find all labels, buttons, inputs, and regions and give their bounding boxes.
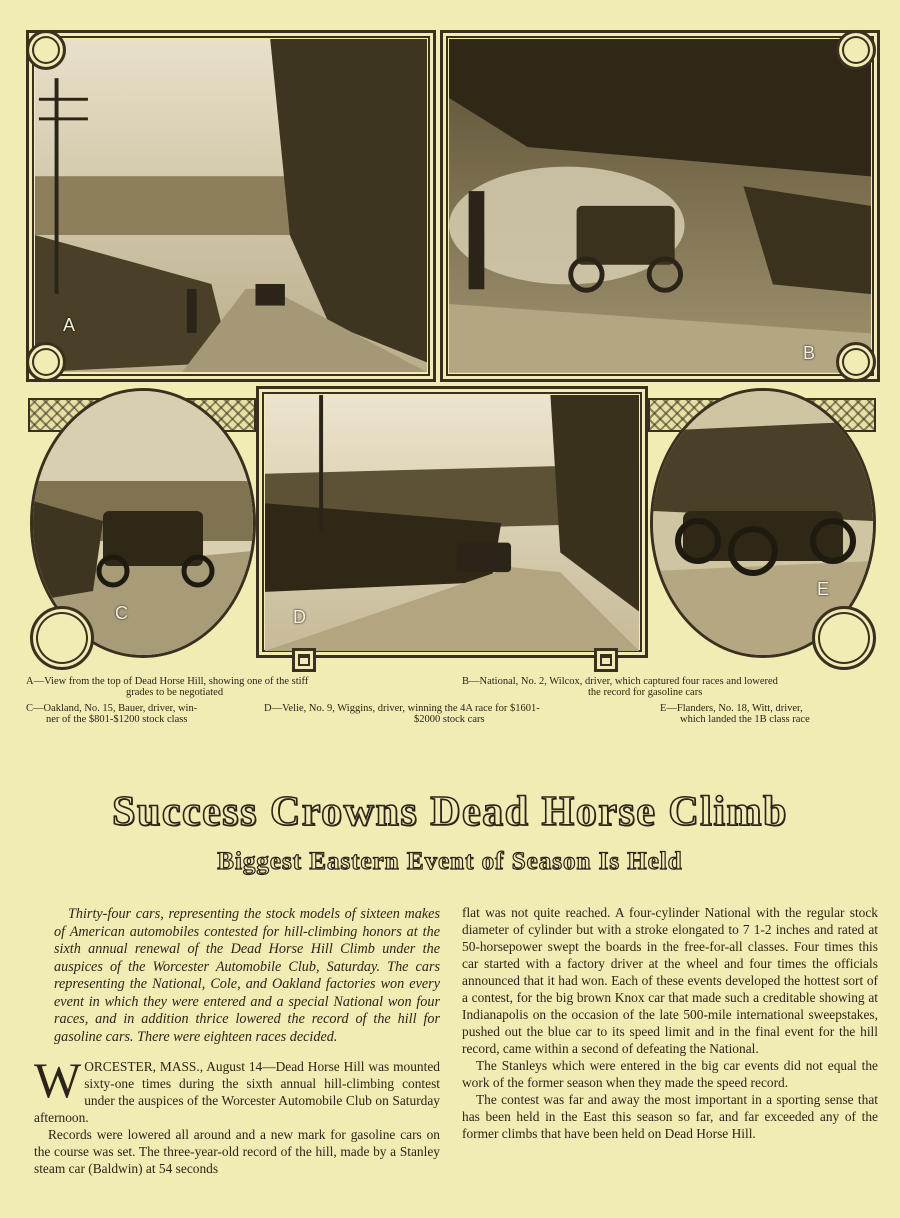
- photo-c-label: C: [115, 603, 128, 623]
- caption-e-line1: E—Flanders, No. 18, Witt, driver,: [660, 703, 803, 714]
- caption-a-line2: grades to be negotiated: [126, 687, 224, 698]
- intro-text: Thirty-four cars, representing the stock models of sixteen makes of American automobiles contested for hill-climbing honors at the sixth annual renewal of the Dead Horse Hill Climb under the auspices of the Worcester Automobile Club, Saturday. The cars representing the National, Cole, and Oakland factories won every event in which they were entered and a special National won four races, and in addition thrice lowered the record of the hill for gasoline cars. There were eighteen races decided.: [54, 906, 440, 1045]
- photo-a: [26, 30, 436, 382]
- caption-c: [26, 703, 266, 725]
- caption-d: [264, 703, 634, 725]
- intro-paragraph: [34, 906, 440, 1046]
- caption-e-line2: which landed the 1B class race: [680, 714, 810, 725]
- caption-b-line2: the record for gasoline cars: [588, 687, 703, 698]
- body-paragraph-2: Records were lowered all around and a new mark for gasoline cars on the course was set. The three-year-old record of the hill, made by a Stanley steam car (Baldwin) at 54 seconds: [34, 1127, 440, 1176]
- photo-b-label: B: [803, 343, 816, 363]
- caption-b-line1: B—National, No. 2, Wilcox, driver, which captured four races and lowered: [462, 676, 778, 687]
- body-paragraph-4: The Stanleys which were entered in the big car events did not equal the work of the former season when they made the speed record.: [462, 1058, 878, 1090]
- corner-ornament: [812, 606, 876, 670]
- caption-e: [660, 703, 880, 725]
- caption-d-line2: $2000 stock cars: [414, 714, 485, 725]
- photo-d-image: [265, 395, 639, 651]
- body-paragraph-1: [34, 1052, 440, 1126]
- photo-a-image: [35, 39, 427, 372]
- photo-b: [440, 30, 880, 382]
- photo-d: [256, 386, 648, 658]
- caption-c-line1: C—Oakland, No. 15, Bauer, driver, win-: [26, 703, 198, 714]
- headline: Success Crowns Dead Horse Climb: [112, 789, 788, 835]
- caption-c-line2: ner of the $801-$1200 stock class: [46, 714, 188, 725]
- corner-ornament: [836, 30, 876, 70]
- corner-ornament: [26, 30, 66, 70]
- caption-a: [26, 676, 446, 698]
- body-paragraph-1-text: ORCESTER, MASS., August 14—Dead Horse Hill was mounted sixty-one times during the sixth annual hill-climbing contest under the auspices of the Worcester Automobile Club on Saturday afternoon.: [34, 1059, 440, 1125]
- caption-d-line1: D—Velie, No. 9, Wiggins, driver, winning the 4A race for $1601-: [264, 703, 540, 714]
- corner-ornament: [836, 342, 876, 382]
- corner-ornament: [26, 342, 66, 382]
- drop-cap: W: [34, 1052, 82, 1108]
- photo-d-frame-tab: [292, 648, 316, 672]
- left-column: [34, 906, 440, 1177]
- photo-e-label: E: [817, 579, 830, 599]
- body-paragraph-5: The contest was far and away the most important in a sporting sense that has been held in the East this season so far, and far exceeded any of the former climbs that have been held on Dead Horse Hill.: [462, 1092, 878, 1141]
- body-paragraph-3: flat was not quite reached. A four-cylinder National with the regular stock diameter of cylinder but with a stroke elongated to 7 1-2 inches and rated at 50-horsepower swept the boards in the free-for-all classes. Four times this car started with a factory driver at the wheel and four times the officials announced that it had won. Each of these events developed the hottest sort of a contest, for the big brown Knox car that made such a creditable showing at Indianapolis on the occasion of the late 500-mile international sweepstakes, pushed out the blue car to its speed limit and in the final event for the hill record, came within a second of defeating the National.: [462, 905, 878, 1056]
- right-column: [462, 904, 878, 1142]
- photo-d-label: D: [293, 607, 306, 627]
- corner-ornament: [30, 606, 94, 670]
- photo-b-image: [449, 39, 871, 373]
- subheadline: Biggest Eastern Event of Season Is Held: [217, 848, 683, 875]
- photo-a-label: A: [63, 315, 76, 335]
- caption-a-line1: A—View from the top of Dead Horse Hill, showing one of the stiff: [26, 676, 309, 687]
- caption-b: [462, 676, 892, 698]
- photo-d-frame-tab: [594, 648, 618, 672]
